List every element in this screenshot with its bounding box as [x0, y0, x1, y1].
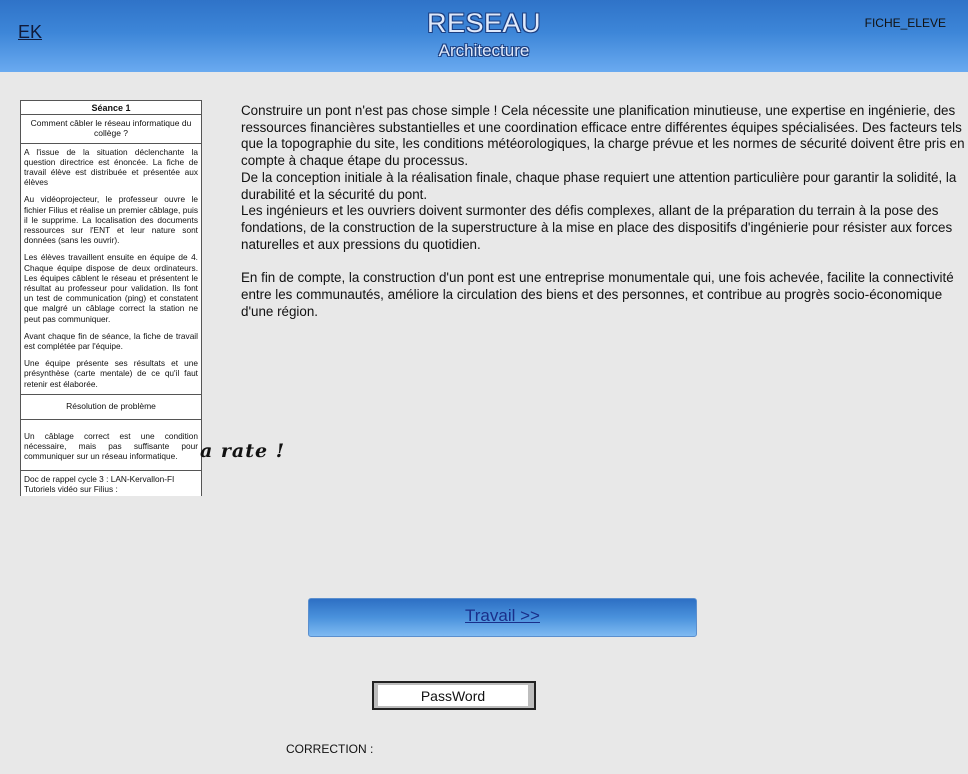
main-paragraph: En fin de compte, la construction d'un pont est une entreprise monumentale qui, une fois achevée, facilite la connectivité entre les communautés, améliore la circulation des biens et des personnes, et contribue au progrès socio-économique d'une région. [241, 270, 954, 319]
header-banner [0, 0, 968, 72]
password-frame [372, 681, 536, 710]
password-input[interactable] [378, 685, 528, 706]
main-paragraph: Les ingénieurs et les ouvriers doivent surmonter des défis complexes, allant de la préparation du terrain à la pose des fondations, de la construction de la superstructure à la mise en place des dispositifs d'ingénierie pour résister aux forces naturelles et aux pressions du quotidien. [241, 203, 953, 252]
cursive-text-fragment: a rate ! [200, 440, 286, 462]
doc-reference-line: Tutoriels vidéo sur Filius : [24, 483, 118, 494]
doc-references [21, 471, 201, 496]
page-subtitle: Architecture [438, 41, 530, 60]
main-description [241, 103, 966, 320]
main-paragraph: De la conception initiale à la réalisation finale, chaque phase requiert une attention particulière pour garantir la solidité, la durabilité et la sécurité du pont. [241, 169, 957, 202]
page-title: RESEAU [426, 8, 542, 38]
seance-step: Avant chaque fin de séance, la fiche de travail est complétée par l'équipe. [24, 330, 198, 352]
travail-button-label[interactable]: Travail >> [465, 606, 540, 625]
resolution-conclusion: Un câblage correct est une condition nécessaire, mais pas suffisante pour communiquer sur un réseau informatique. [21, 420, 201, 471]
seance-steps [21, 144, 201, 395]
main-paragraph: Construire un pont n'est pas chose simple ! Cela nécessite une planification minutieuse, une expertise en ingénierie, des ressources financières substantielles et une coordination efficace entre différentes équipes spécialisées. Des facteurs tels que la topographie du site, les conditions météorologiques, la charge prévue et les normes de sécurité doivent être pris en compte à chaque étape du processus. [241, 103, 965, 169]
seance-title: Séance 1 [21, 101, 201, 115]
resolution-title: Résolution de problème [21, 395, 201, 420]
travail-button[interactable] [308, 598, 697, 637]
correction-label: CORRECTION : [286, 742, 374, 756]
seance-question: Comment câbler le réseau informatique du collège ? [21, 115, 201, 143]
seance-step: Au vidéoprojecteur, le professeur ouvre le fichier Filius et réalise un premier câblage, puis il le supprime. La localisation des documents ressources sur l'ENT et leur nature sont données (sans les ouvrir). [24, 194, 198, 246]
seance-step: Une équipe présente ses résultats et une présynthèse (carte mentale) de ce qu'il faut retenir est élaborée. [24, 358, 198, 389]
seance-document-image [20, 100, 202, 496]
seance-step: A l'issue de la situation déclenchante la question directrice est énoncée. La fiche de travail élève est distribuée et présentée aux élèves [24, 146, 198, 188]
ek-nav-link[interactable]: EK [18, 22, 43, 42]
doc-reference-line: Doc de rappel cycle 3 : LAN-Kervallon-FI [24, 473, 175, 484]
paragraph-gap [241, 253, 966, 270]
seance-step: Les élèves travaillent ensuite en équipe de 4. Chaque équipe dispose de deux ordinateurs. Les équipes câblent le réseau et présentent le résultat au professeur pour validation. Ils font un test de communication (ping) et constatent que malgré un câblage correct la station ne peut pas communiquer. [24, 252, 198, 324]
fiche-eleve-label: FICHE_ELEVE [864, 16, 946, 30]
